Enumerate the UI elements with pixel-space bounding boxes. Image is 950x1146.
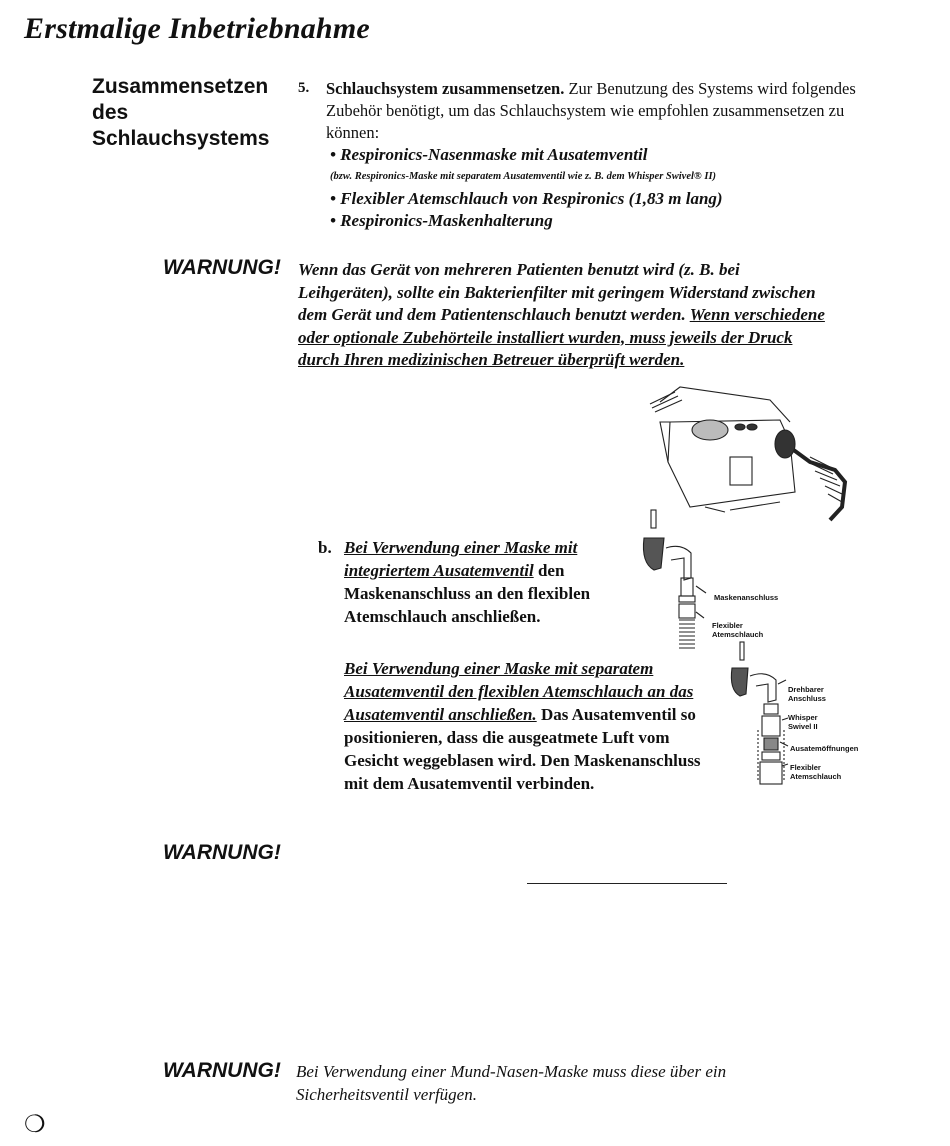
label-hose-1-line-2: Atemschlauch (712, 630, 764, 639)
section-heading-line-2: des (92, 101, 129, 124)
label-hose-2 (790, 763, 841, 781)
label-swivel (788, 685, 826, 703)
warning-text-1-main: Wenn das Gerät von mehreren Patienten benutzt wird (z. B. bei Leihgeräten), sollte ein Bakterienfilter mit geringem Widerstand zwischen dem Gerät und dem Patientenschlauch benutzt werden. (298, 260, 816, 324)
step-b-p2-underlined: Bei Verwendung einer Maske mit separatem Ausatemventil den flexiblen Atemschlauch an das Ausatemventil anschließen. (344, 659, 694, 724)
label-whisper-swivel (788, 713, 818, 731)
section-heading-line-1: Zusammensetzen (92, 75, 269, 98)
mask-cushion-2 (731, 668, 748, 696)
warning-text-3: Bei Verwendung einer Mund-Nasen-Maske muss diese über ein Sicherheitsventil verfügen. (296, 1062, 727, 1104)
warning-label-3: WARNUNG! (163, 1059, 281, 1082)
label-hose-2-line-1: Flexibler (790, 763, 821, 772)
step-b-p2-rest: Das Ausatemventil so positionieren, dass die ausgeatmete Luft vom Gesicht weggeblasen wird. Den Maskenanschluss mit dem Ausatemventil verbinden. (344, 705, 701, 793)
label-whisper-line-1: Whisper (788, 713, 818, 722)
page-title: Erstmalige Inbetriebnahme (24, 12, 370, 45)
label-mask-connector: Maskenanschluss (714, 593, 779, 602)
label-hose-2-line-2: Atemschlauch (790, 772, 842, 781)
bullet-flexible-tubing: • Flexibler Atemschlauch von Respironics (1,83 m lang) (330, 189, 723, 208)
mask-note: (bzw. Respironics-Maske mit separatem Ausatemventil wie z. B. dem Whisper Swivel® II) (330, 171, 717, 182)
step-b-letter: b. (318, 538, 332, 557)
label-whisper-line-2: Swivel II (788, 722, 818, 731)
warning-text-1 (298, 259, 838, 372)
device-body (668, 420, 795, 507)
divider-line (527, 883, 727, 884)
step-b-p1-rest: den Maskenanschluss an den flexiblen Atemschlauch anschließen. (344, 561, 591, 626)
headgear-clip (651, 510, 656, 528)
whisper-swivel-illustration (726, 640, 796, 795)
mask-connector-illustration (636, 508, 716, 658)
label-exhalation-ports: Ausatemöffnungen (790, 744, 859, 753)
step-5-paragraph (326, 78, 886, 144)
mask-cushion (643, 538, 664, 570)
step-5-text: Zur Benutzung des Systems wird folgendes Zubehör benötigt, um das Schlauchsystem wie empfohlen zusammensetzen zu können: (326, 79, 856, 142)
step-b-paragraph-1 (344, 536, 634, 628)
bullet-headgear: • Respironics-Maskenhalterung (330, 211, 553, 230)
step-number: 5. (298, 80, 310, 96)
device-top-edge (660, 387, 790, 422)
step-b-p1-underlined: Bei Verwendung einer Maske mit integriertem Ausatemventil (344, 538, 578, 580)
headgear-clip-2 (740, 642, 744, 660)
page-marker: ❍ (24, 1112, 46, 1138)
label-hose-1-line-1: Flexibler (712, 621, 743, 630)
label-swivel-line-2: Anschluss (788, 694, 826, 703)
step-5-body (326, 78, 886, 232)
section-heading (92, 74, 302, 152)
label-hose-1 (712, 621, 763, 639)
section-heading-line-3: Schlauchsystems (92, 127, 270, 150)
label-swivel-line-1: Drehbarer (788, 685, 824, 694)
step-b-paragraph-2 (344, 657, 724, 795)
warning-text-1-underlined: Wenn verschiedene oder optionale Zubehörteile installiert wurden, muss jeweils der Druck durch Ihren medizinischen Betreuer überprüft werden. (298, 305, 825, 369)
device-window (730, 457, 752, 485)
cpap-device-illustration (630, 382, 855, 522)
bullet-nasal-mask: • Respironics-Nasenmaske mit Ausatemventil (330, 145, 648, 164)
warning-label-2: WARNUNG! (163, 841, 281, 864)
warning-label-1: WARNUNG! (163, 256, 281, 279)
step-5-lead: Schlauchsystem zusammensetzen. (326, 79, 565, 98)
